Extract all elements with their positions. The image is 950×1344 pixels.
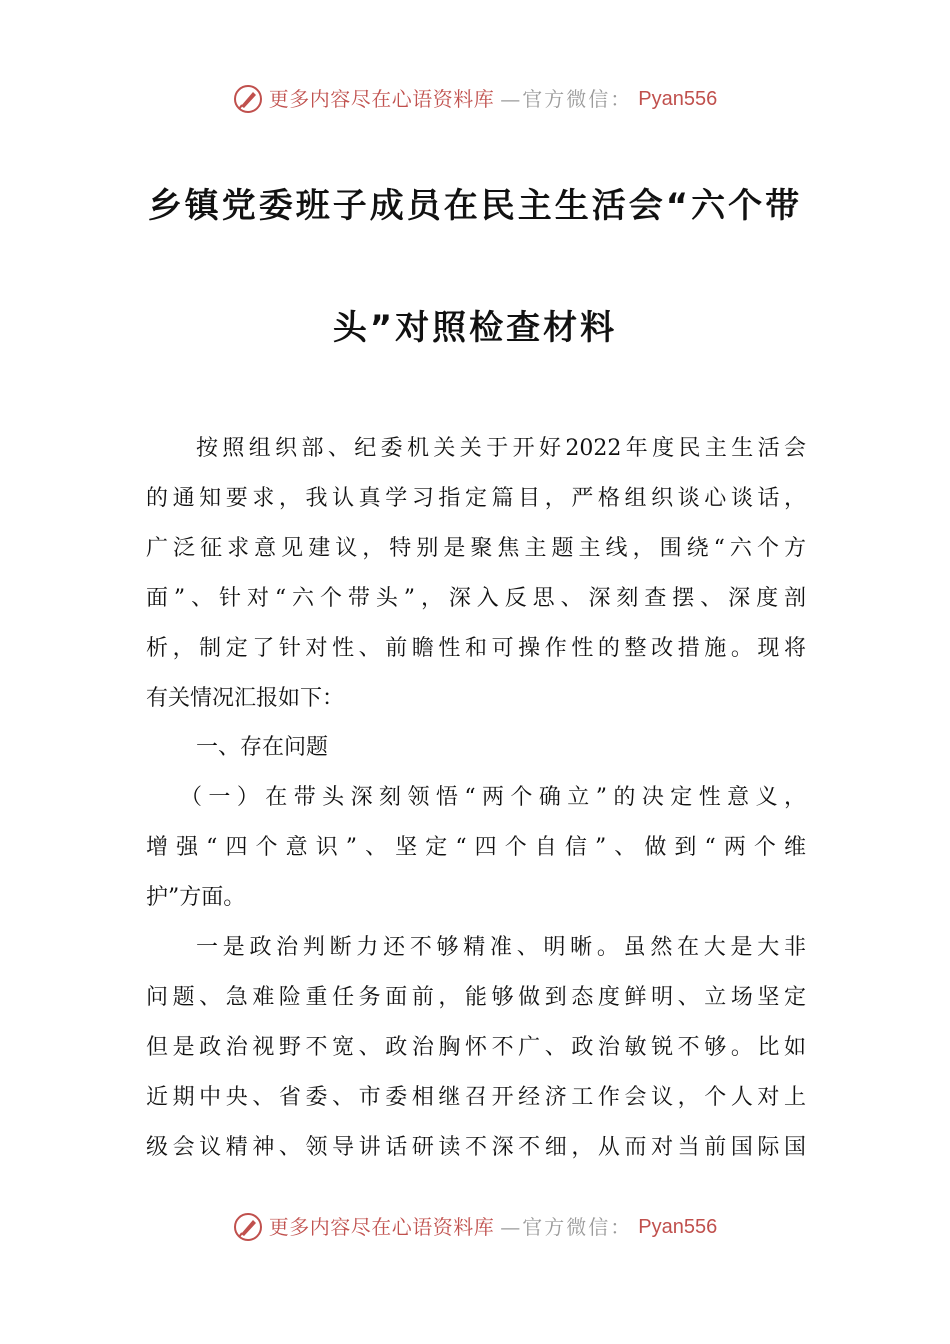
watermark-banner-bottom bbox=[0, 1212, 950, 1242]
paragraph-2-line: （一）在带头深刻领悟“两个确立”的决定性意义， bbox=[180, 785, 806, 810]
paragraph-2-line: 增强“四个意识”、坚定“四个自信”、做到“两个维 bbox=[146, 835, 806, 860]
paragraph-2-line: 护”方面。 bbox=[146, 885, 246, 910]
paragraph-1-line: 有关情况汇报如下： bbox=[146, 686, 345, 711]
document-title-line-2: 头”对照检查材料 bbox=[332, 308, 618, 348]
paragraph-1-line: 的通知要求，我认真学习指定篇目，严格组织谈心谈话， bbox=[146, 486, 806, 511]
paragraph-1-line: 析，制定了针对性、前瞻性和可操作性的整改措施。现将 bbox=[146, 636, 806, 661]
watermark-wechat-id: Pyan556 bbox=[638, 88, 718, 110]
paragraph-3-line: 问题、急难险重任务面前，能够做到态度鲜明、立场坚定 bbox=[146, 985, 806, 1010]
watermark-official: —官方微信： bbox=[500, 1215, 633, 1239]
watermark-brand: 更多内容尽在心语资料库 bbox=[268, 1215, 495, 1239]
paragraph-3-line: 近期中央、省委、市委相继召开经济工作会议，个人对上 bbox=[146, 1085, 806, 1110]
watermark-banner-top bbox=[0, 84, 950, 114]
document-title-line-1: 乡镇党委班子成员在民主生活会“六个带 bbox=[147, 186, 803, 226]
watermark-official: —官方微信： bbox=[500, 87, 633, 111]
paragraph-3-line: 一是政治判断力还不够精准、明晰。虽然在大是大非 bbox=[196, 935, 806, 960]
paragraph-1-line: 面”、针对“六个带头”，深入反思、深刻查摆、深度剖 bbox=[146, 586, 806, 611]
quill-pen-icon bbox=[233, 1212, 263, 1242]
paragraph-3-line: 级会议精神、领导讲话研读不深不细，从而对当前国际国 bbox=[146, 1135, 806, 1160]
section-heading: 一、存在问题 bbox=[196, 735, 329, 760]
paragraph-1-line: 广泛征求意见建议，特别是聚焦主题主线，围绕“六个方 bbox=[146, 536, 806, 561]
watermark-brand: 更多内容尽在心语资料库 bbox=[268, 87, 495, 111]
paragraph-3-line: 但是政治视野不宽、政治胸怀不广、政治敏锐不够。比如 bbox=[146, 1035, 806, 1060]
paragraph-1-line: 按照组织部、纪委机关关于开好2022年度民主生活会 bbox=[196, 436, 806, 461]
watermark-wechat-id: Pyan556 bbox=[638, 1216, 718, 1238]
quill-pen-icon bbox=[233, 84, 263, 114]
